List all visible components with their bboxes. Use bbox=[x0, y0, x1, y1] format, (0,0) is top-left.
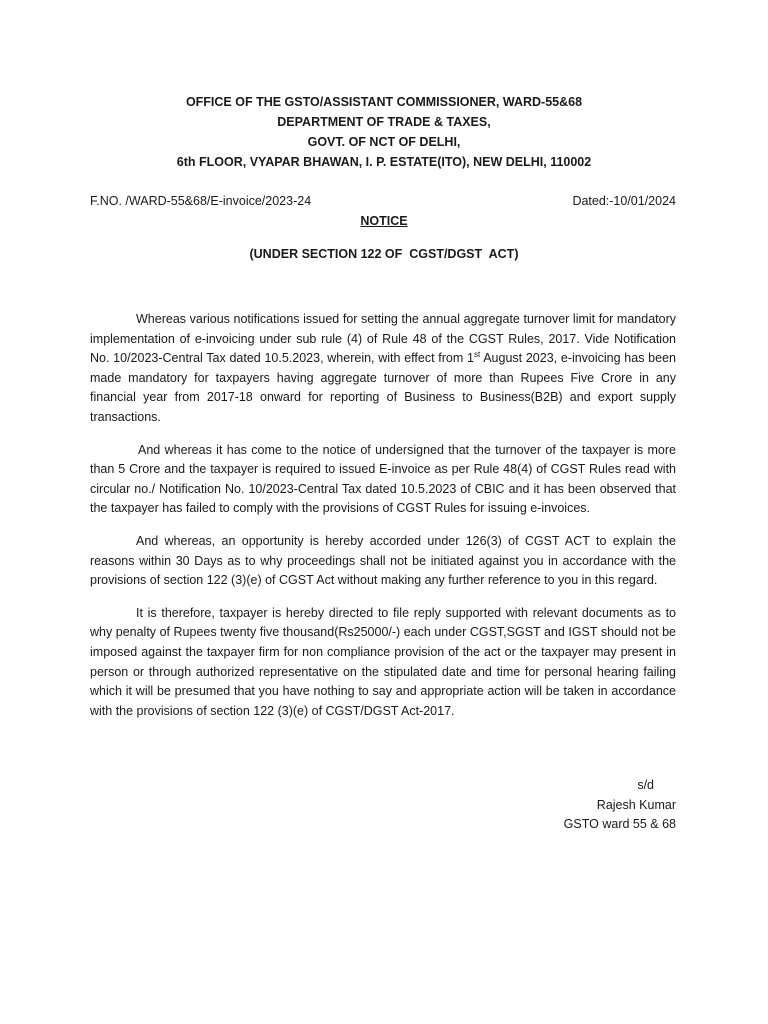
paragraph-4: It is therefore, taxpayer is hereby directed to file reply supported with relevant documents as to why penalty of Rupees twenty five thousand(Rs25000/-) each under CGST,SGST and IGST should not be imposed against the taxpayer firm for non compliance provision of the act or the taxpayer may present in person or through authorized representative on the stipulated date and time for personal hearing failing which it will be presumed that you have nothing to say and appropriate action will be taken in accordance with the provisions of section 122 (3)(e) of CGST/DGST Act-2017. bbox=[90, 605, 676, 718]
signatory-name: Rajesh Kumar bbox=[596, 797, 676, 812]
office-header bbox=[90, 92, 678, 172]
paragraph-1 bbox=[90, 310, 676, 428]
notice-subtitle: (UNDER SECTION 122 OF CGST/DGST ACT) bbox=[249, 247, 519, 261]
signature-block bbox=[450, 776, 676, 835]
paragraph-3: And whereas, an opportunity is hereby accorded under 126(3) of CGST ACT to explain the reasons within 30 Days as to why proceedings shall not be initiated against you in accordance with the provisions of section 122 (3)(e) of CGST Act without making any further reference to you in this regard. bbox=[90, 533, 676, 588]
signature-sd: s/d bbox=[637, 778, 654, 792]
header-govt-line: GOVT. OF NCT OF DELHI, bbox=[307, 135, 461, 149]
header-address-line: 6th FLOOR, VYAPAR BHAWAN, I. P. ESTATE(ITO), NEW DELHI, 110002 bbox=[176, 155, 592, 169]
notice-date: Dated:-10/01/2024 bbox=[572, 194, 676, 208]
ordinal-suffix: st bbox=[473, 350, 481, 360]
file-number: F.NO. /WARD-55&68/E-invoice/2023-24 bbox=[90, 194, 312, 208]
notice-title: NOTICE bbox=[360, 214, 408, 228]
notice-body bbox=[90, 310, 676, 734]
paragraph-1-text-a: Whereas various notifications issued for setting the annual aggregate turnover limit for mandatory implementation of e-invoicing under sub rule (4) of Rule 48 of the CGST Rules, 2017. Vide Notification No. 10/2023-Central Tax dated 10.5.2023, wherein, with effect from 1 bbox=[90, 312, 676, 366]
paragraph-2: And whereas it has come to the notice of undersigned that the turnover of the taxpayer is more than 5 Crore and the taxpayer is required to issued E-invoice as per Rule 48(4) of CGST Rules read with circular no./ Notification No. 10/2023-Central Tax dated 10.5.2023 of CBIC and it has been observed that the taxpayer has failed to comply with the provisions of CGST Rules for issuing e-invoices. bbox=[90, 442, 676, 516]
header-department-line: DEPARTMENT OF TRADE & TAXES, bbox=[277, 115, 491, 129]
paragraph-1-text-b: August 2023, e-invoicing has been made mandatory for taxpayers having aggregate turnover of more than Rupees Five Crore in any financial year from 2017-18 onward for reporting of Business to Business(B2B) and export supply transactions. bbox=[90, 351, 676, 424]
signatory-designation: GSTO ward 55 & 68 bbox=[563, 817, 676, 832]
header-office-line: OFFICE OF THE GSTO/ASSISTANT COMMISSIONER, WARD-55&68 bbox=[185, 95, 583, 109]
